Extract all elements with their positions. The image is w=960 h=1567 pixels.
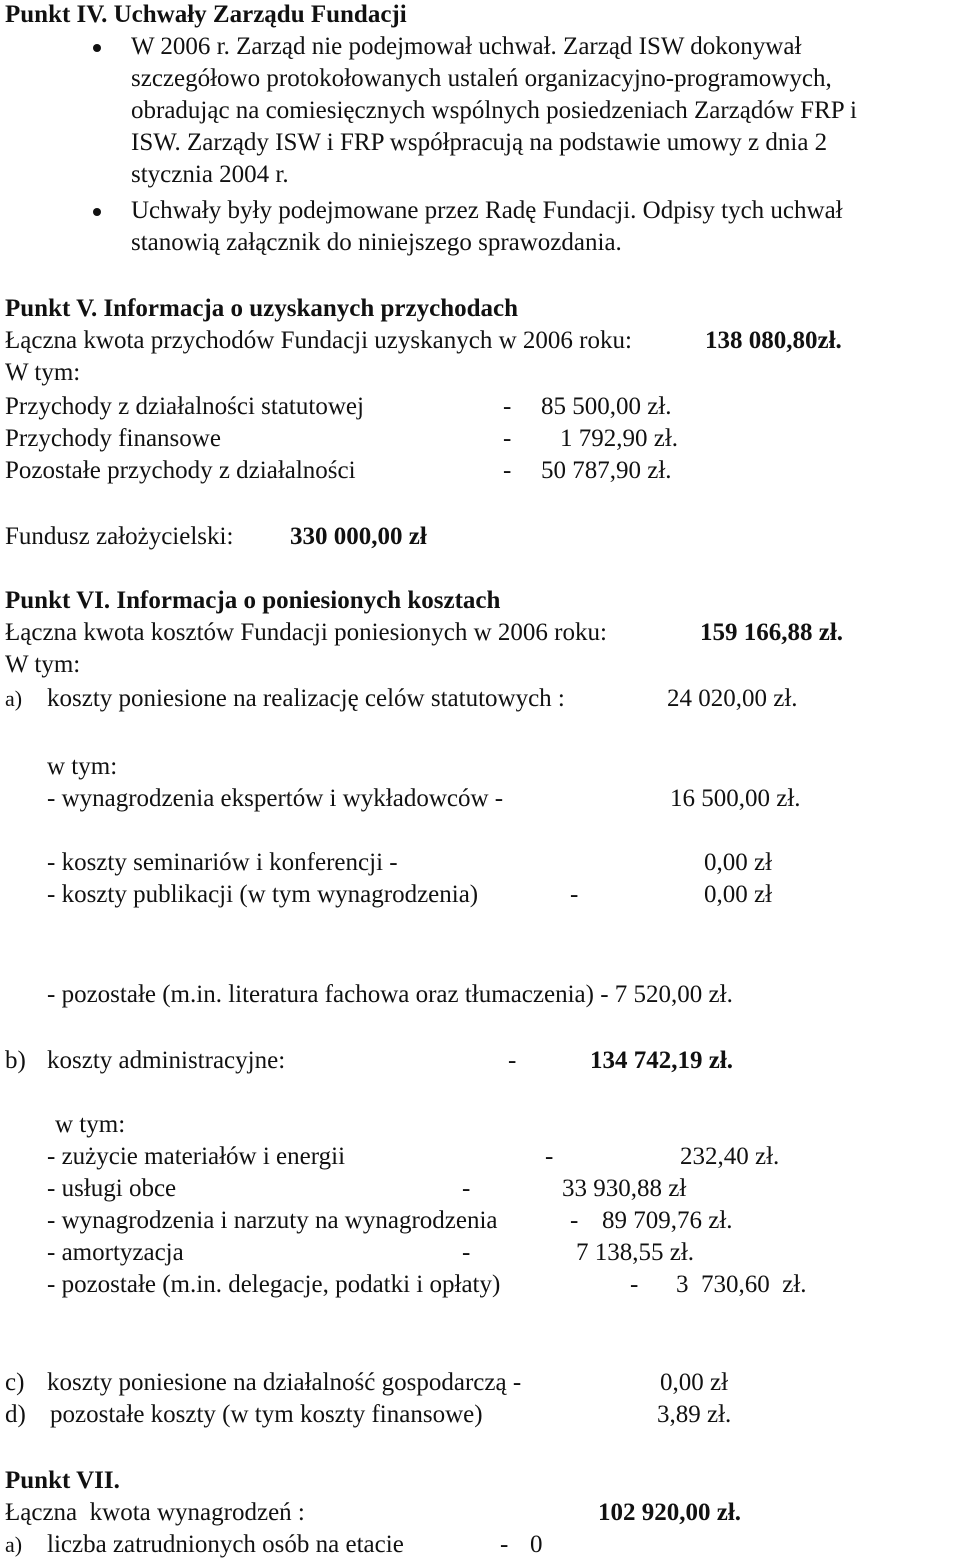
cost-b-label: koszty administracyjne: [47,1047,286,1074]
list-marker: a) [5,686,23,711]
cost-b-row-value: 89 709,76 zł. [602,1207,733,1234]
cost-c-value: 0,00 zł [660,1369,729,1396]
cost-a-value: 24 020,00 zł. [667,685,798,712]
list-marker: d) [5,1401,26,1428]
section-title: Informacja o poniesionych kosztach [116,587,501,614]
wtym-label: W tym: [5,359,81,386]
paragraph-line: W 2006 r. Zarząd nie podejmował uchwał. Zarząd ISW dokonywał [131,33,802,60]
cost-a1-label: - wynagrodzenia ekspertów i wykładowców - [47,785,504,812]
cost-b-row-dash: - [630,1271,639,1298]
income-row-value: 1 792,90 zł. [560,425,679,452]
section-label: Punkt VI. [5,587,111,614]
cost-a-label: koszty poniesione na realizację celów statutowych : [47,685,565,712]
cost-b-row-label: - zużycie materiałów i energii [47,1143,346,1170]
cost-b-row-label: - usługi obce [47,1175,177,1202]
income-row-label: Przychody z działalności statutowej [5,393,364,420]
employees-dash: - [500,1531,509,1558]
list-marker: a) [5,1532,23,1557]
cost-b-row-label: - amortyzacja [47,1239,184,1266]
fund-value: 330 000,00 zł [290,523,427,550]
paragraph-line: Uchwały były podejmowane przez Radę Fundacji. Odpisy tych uchwał [131,197,843,224]
section-heading-punkt-v [5,294,518,324]
list-marker: c) [5,1369,25,1396]
income-row-label: Pozostałe przychody z działalności [5,457,356,484]
bullet-icon [93,208,101,216]
cost-b-row-value: 3 730,60 zł. [676,1271,807,1298]
cost-d-value: 3,89 zł. [657,1401,732,1428]
cost-a4-line: - pozostałe (m.in. literatura fachowa oraz tłumaczenia) - 7 520,00 zł. [47,981,733,1008]
cost-c-label: koszty poniesione na działalność gospodarczą - [47,1369,522,1396]
wtym-label: w tym: [55,1111,126,1138]
income-row-dash: - [503,425,512,452]
employees-value: 0 [530,1531,543,1558]
cost-a3-dash: - [570,881,579,908]
list-marker: b) [5,1047,26,1074]
cost-b-row-label: - pozostałe (m.in. delegacje, podatki i opłaty) [47,1271,501,1298]
cost-total-label: Łączna kwota kosztów Fundacji poniesionych w 2006 roku: [5,619,607,646]
income-row-value: 50 787,90 zł. [541,457,672,484]
income-total-label: Łączna kwota przychodów Fundacji uzyskanych w 2006 roku: [5,327,632,354]
salary-total-label: Łączna kwota wynagrodzeń : [5,1499,305,1526]
cost-b-row-label: - wynagrodzenia i narzuty na wynagrodzenia [47,1207,498,1234]
section-heading-punkt-vi [5,586,500,616]
cost-d-label: pozostałe koszty (w tym koszty finansowe) [50,1401,483,1428]
section-heading-punkt-vii: Punkt VII. [5,1467,120,1494]
employees-label: liczba zatrudnionych osób na etacie [47,1531,404,1558]
section-label: Punkt V. [5,295,98,322]
cost-a2-value: 0,00 zł [704,849,773,876]
paragraph-line: szczegółowo protokołowanych ustaleń organizacyjno-programowych, [131,65,832,92]
income-row-label: Przychody finansowe [5,425,221,452]
bullet-icon [93,44,101,52]
wtym-label: w tym: [47,753,118,780]
cost-b-row-value: 33 930,88 zł [562,1175,687,1202]
cost-b-row-value: 7 138,55 zł. [576,1239,695,1266]
fund-label: Fundusz założycielski: [5,523,234,550]
cost-b-row-dash: - [462,1175,471,1202]
cost-a3-value: 0,00 zł [704,881,773,908]
paragraph-line: stycznia 2004 r. [131,161,289,188]
cost-b-value: 134 742,19 zł. [590,1047,734,1074]
income-row-value: 85 500,00 zł. [541,393,672,420]
paragraph-line: stanowią załącznik do niniejszego sprawozdania. [131,229,622,256]
cost-b-dash: - [508,1047,517,1074]
cost-a3-label: - koszty publikacji (w tym wynagrodzenia) [47,881,479,908]
income-total-value: 138 080,80zł. [705,327,842,354]
cost-b-row-dash: - [570,1207,579,1234]
cost-b-row-value: 232,40 zł. [680,1143,780,1170]
income-row-dash: - [503,393,512,420]
cost-b-row-dash: - [462,1239,471,1266]
section-title: Informacja o uzyskanych przychodach [103,295,519,322]
cost-a2-label: - koszty seminariów i konferencji - [47,849,398,876]
paragraph-line: obradując na comiesięcznych wspólnych posiedzeniach Zarządów FRP i [131,97,857,124]
income-row-dash: - [503,457,512,484]
salary-total-value: 102 920,00 zł. [598,1499,742,1526]
section-heading-punkt-iv: Punkt IV. Uchwały Zarządu Fundacji [5,1,407,28]
cost-total-value: 159 166,88 zł. [700,619,844,646]
wtym-label: W tym: [5,651,81,678]
paragraph-line: ISW. Zarządy ISW i FRP współpracują na podstawie umowy z dnia 2 [131,129,828,156]
cost-b-row-dash: - [545,1143,554,1170]
cost-a1-value: 16 500,00 zł. [670,785,801,812]
